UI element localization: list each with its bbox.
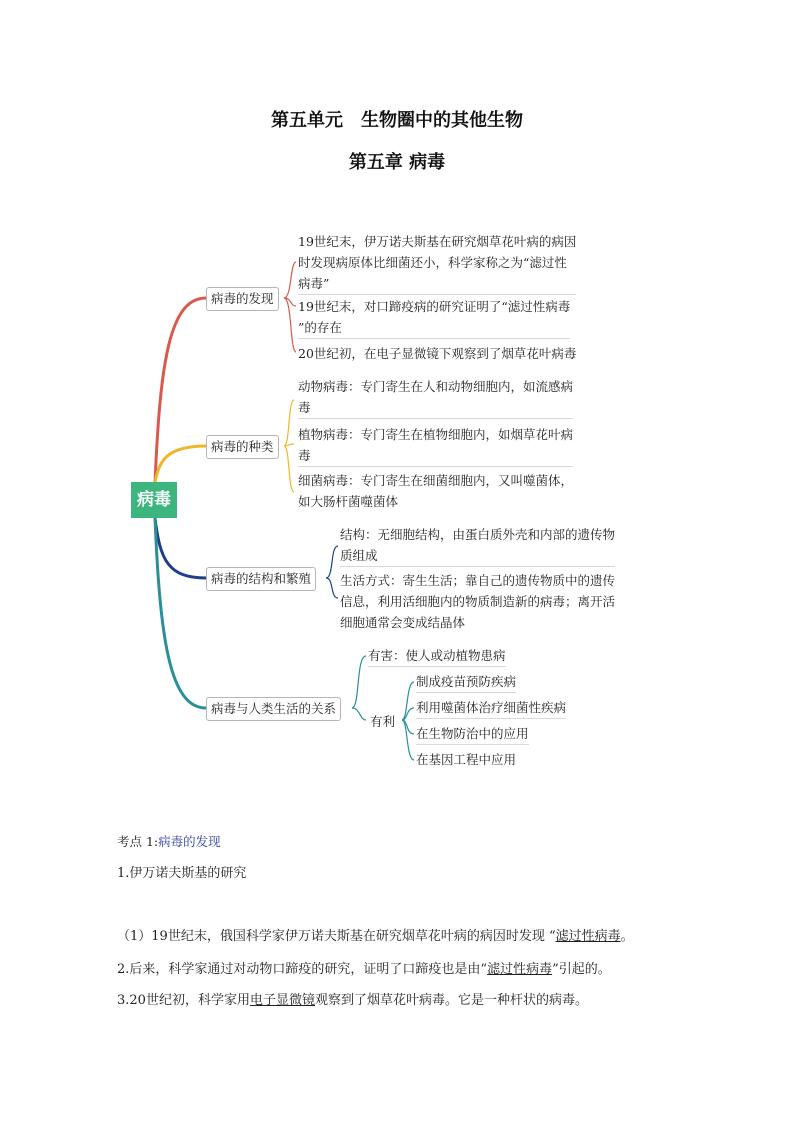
paragraph-2: 2.后来，科学家通过对动物口蹄疫的研究，证明了口蹄疫也是由“滤过性病毒”引起的。	[117, 962, 611, 977]
paragraph-1: （1）19世纪末，俄国科学家伊万诺夫斯基在研究烟草花叶病的病因时发现 “滤过性病毒。	[117, 929, 634, 944]
branch-line-relation	[155, 518, 206, 708]
types-leaf-plant: 植物病毒：专门寄生在植物细胞内，如烟草花叶病 毒	[298, 424, 573, 467]
discovery-leaf-1: 19世纪末，伊万诺夫斯基在研究烟草花叶病的病因 时发现病原体比细菌还小，科学家称之为“滤过性 病毒”	[298, 231, 576, 295]
beneficial-item: 在基因工程中应用	[416, 752, 517, 767]
structure-leaf-lifestyle: 生活方式：寄生生活；靠自己的遗传物质中的遗传 信息，利用活细胞内的物质制造新的病毒；离开活 细胞通常会变成结晶体	[340, 573, 616, 630]
discovery-subconnectors	[284, 262, 296, 352]
structure-subconnectors	[326, 546, 338, 598]
branch-discovery: 病毒的发现	[206, 287, 279, 311]
unit-title: 第五单元 生物圈中的其他生物	[271, 110, 523, 131]
structure-leaf-structure: 结构：无细胞结构，由蛋白质外壳和内部的遗传物 质组成	[340, 524, 615, 567]
types-subconnectors	[284, 400, 294, 492]
relation-beneficial-label: 有利	[370, 714, 396, 729]
branch-line-structure	[155, 518, 206, 578]
beneficial-item: 利用噬菌体治疗细菌性疾病	[416, 697, 566, 719]
types-leaf-bacteria: 细菌病毒：专门寄生在细菌细胞内，又叫噬菌体， 如大肠杆菌噬菌体	[298, 473, 574, 509]
relation-subconnectors	[352, 656, 414, 760]
paragraph-3: 3.20世纪初，科学家用电子显微镜观察到了烟草花叶病毒。它是一种杆状的病毒。	[117, 993, 588, 1008]
kaodian-line: 考点 1:病毒的发现	[117, 834, 221, 849]
beneficial-item: 制成疫苗预防疾病	[416, 671, 516, 693]
relation-harmful: 有害：使人或动植物患病	[368, 645, 506, 667]
mindmap-root: 病毒	[131, 482, 177, 518]
types-leaf-animal: 动物病毒：专门寄生在人和动物细胞内，如流感病 毒	[298, 376, 573, 419]
branch-relation: 病毒与人类生活的关系	[206, 697, 341, 721]
section-heading: 1.伊万诺夫斯基的研究	[117, 866, 247, 881]
beneficial-item: 在生物防治中的应用	[416, 723, 529, 745]
discovery-leaf-3: 20世纪初，在电子显微镜下观察到了烟草花叶病毒	[298, 346, 577, 361]
branch-line-discovery	[155, 298, 206, 484]
branch-structure: 病毒的结构和繁殖	[206, 567, 316, 591]
branch-line-types	[155, 446, 206, 484]
branch-types: 病毒的种类	[206, 435, 279, 459]
discovery-leaf-2: 19世纪末，对口蹄疫病的研究证明了“滤过性病毒 ”的存在	[298, 296, 570, 339]
chapter-title: 第五章 病毒	[348, 152, 446, 173]
